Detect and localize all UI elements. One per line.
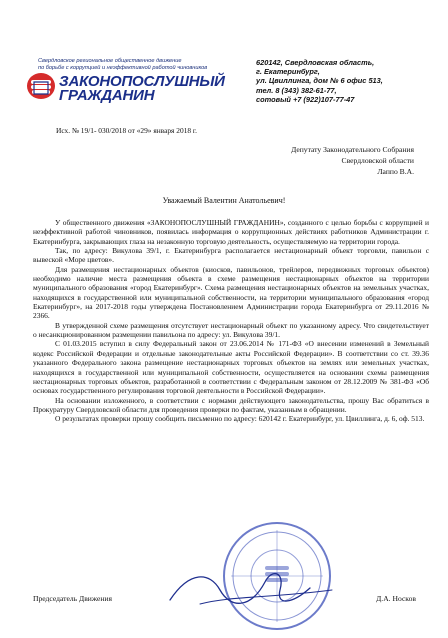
- address-line: ул. Цвиллинга, дом № 6 офис 513,: [256, 76, 383, 86]
- org-line-2: по борьбе с коррупцией и неэффективной работой чиновников: [38, 65, 208, 71]
- paragraph: У общественного движения «ЗАКОНОПОСЛУШНЫЙ ГРАЖДАНИН», созданного с целью борьбы с коррупцией и неэффективной работой чиновников, появилась информация о коррупционных действиях работников Администрации г. Екатеринбурга, закрывающих глаза на незаконную торговую деятельность, осуществляемую на территории города.: [33, 218, 429, 246]
- signatory-position: Председатель Движения: [33, 594, 112, 603]
- letterhead: [26, 58, 422, 104]
- address-line: тел. 8 (343) 382-61-77,: [256, 85, 337, 95]
- paragraph: Так, по адресу: Викулова 39/1, г. Екатеринбурга располагается нестационарный объект торговли, павильон с вывеской «Море цветов».: [33, 246, 429, 265]
- recipient-line: Депутату Законодательного Собрания: [291, 145, 414, 154]
- org-line-1: Свердловское региональное общественное движение: [38, 58, 182, 64]
- greeting: Уважаемый Валентин Анатольевич!: [162, 196, 286, 205]
- brand-title: [59, 75, 244, 103]
- fist-logo-icon: [26, 72, 56, 100]
- paragraph: Для размещения нестационарных объектов (киосков, павильонов, трейлеров, передвижных торговых объектов) необходимо наличие места размещения объекта в схеме размещения нестационарных объектов на территории муниципального образования «город Екатеринбург». Схема размещения нестационарных объектов на земельных участках, находящихся в государственной или муниципальной собственности, на территории муниципального образования «город Екатеринбург», на 2017-2018 годы утверждена Постановлением Администрации города Екатеринбурга от 29.11.2016 № 2366.: [33, 264, 429, 321]
- org-address: [256, 58, 426, 104]
- recipient-block: [0, 144, 414, 177]
- brand-line-2: ГРАЖДАНИН: [59, 87, 155, 104]
- brand-line-1: ЗАКОНОПОСЛУШНЫЙ: [59, 73, 225, 90]
- recipient-line: Лаппо В.А.: [377, 167, 414, 176]
- address-line: сотовый +7 (922)107-77-47: [256, 94, 355, 104]
- address-line: г. Екатеринбург,: [256, 67, 320, 77]
- paragraph: С 01.03.2015 вступил в силу Федеральный закон от 23.06.2014 № 171-ФЗ «О внесении изменений в Земельный кодекс Российской Федерации и отдельные законодательные акты Российской Федерации». В соответствии со ст. 39.36 указанного Федерального закона размещение нестационарных торговых объектов на землях или земельных участках, находящихся в государственной или муниципальной собственности, осуществляется на основании схемы размещения нестационарных торговых объектов, разработанной в соответствии с Федеральным законом от 28.12.2009 № 381-ФЗ «Об основах государственного регулирования торговой деятельности в Российской Федерации».: [33, 339, 429, 396]
- address-line: 620142, Свердловская область,: [256, 58, 375, 67]
- paragraph: О результатах проверки прошу сообщить письменно по адресу: 620142 г. Екатеринбург, ул. Цвиллинга, д. 6, оф. 513.: [55, 414, 425, 424]
- handwritten-signature: [160, 560, 340, 620]
- signatory-name: Д.А. Носков: [376, 594, 416, 603]
- letter-body: [33, 218, 429, 424]
- paragraph: В утвержденной схеме размещения отсутствует нестационарный объект по указанному адресу. Что свидетельствует о несанкционированном размещении павильона по адресу: ул. Викулова 39/1.: [33, 320, 429, 340]
- paragraph: На основании изложенного, в соответствии с нормами действующего законодательства, прошу Вас обратиться в Прокуратуру Свердловской области для проведения проверки по фактам, указанным в обращении.: [33, 395, 429, 414]
- outgoing-number: Исх. № 19/1- 030/2018 от «29» января 2018 г.: [56, 126, 197, 135]
- recipient-line: Свердловской области: [341, 156, 414, 165]
- org-description: [38, 58, 236, 72]
